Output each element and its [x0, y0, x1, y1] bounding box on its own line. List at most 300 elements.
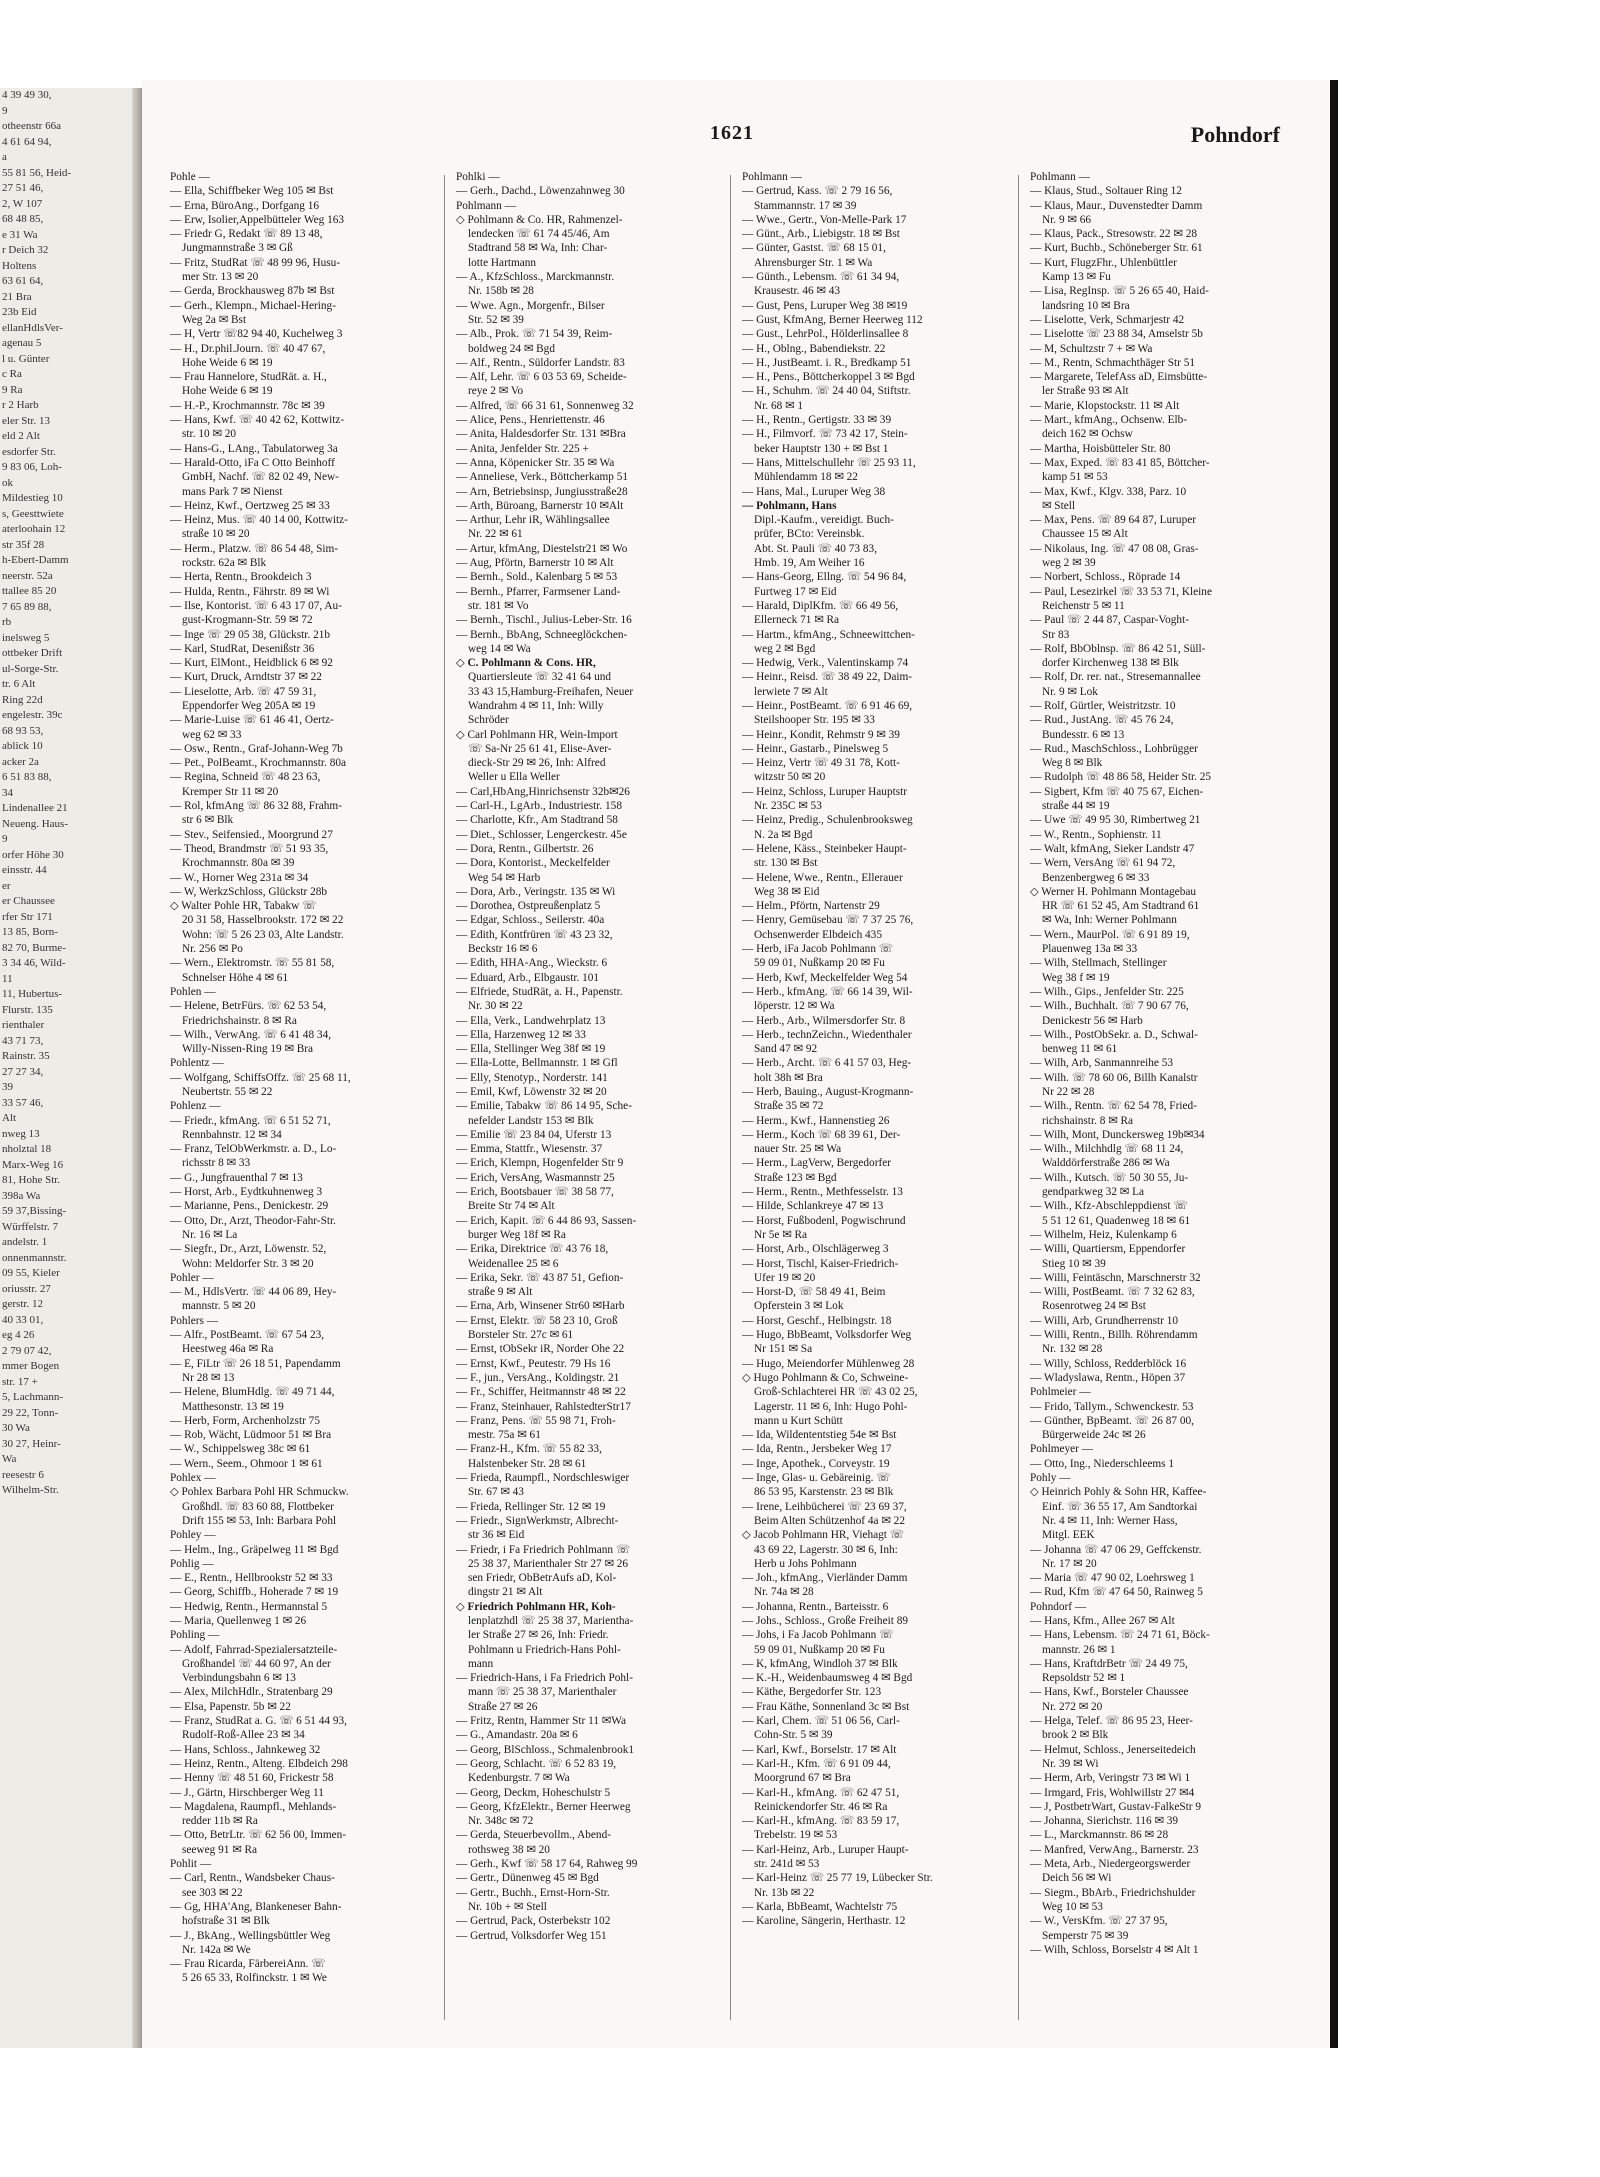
left-page-text-fragment: eg 4 26 [2, 1329, 35, 1341]
directory-entry-line: Weg 54 ✉ Harb [468, 871, 541, 884]
directory-entry-line: — Erich, VersAng, Wasmannstr 25 [456, 1171, 615, 1184]
directory-entry-line: Wohn: Meldorfer Str. 3 ✉ 20 [182, 1257, 314, 1270]
directory-entry-line: straße 10 ✉ 20 [182, 528, 250, 541]
left-page-text-fragment: 11 [2, 972, 13, 985]
left-page-text-fragment: rb [2, 616, 12, 628]
left-page-text-fragment: s, Geesttwiete [2, 507, 64, 520]
directory-entry-line: str. 241d ✉ 53 [754, 1858, 820, 1871]
directory-entry-line: — A., KfzSchloss., Marckmannstr. [456, 271, 615, 284]
left-page-text-fragment: Wa [2, 1453, 17, 1465]
directory-column-4 [1030, 170, 1298, 2030]
left-page-text-fragment: str 35f 28 [2, 538, 45, 551]
directory-entry-line: — Erich, Bootsbauer ☏ 38 58 77, [456, 1186, 614, 1199]
directory-entry-line: Nr. 132 ✉ 28 [1042, 1343, 1103, 1356]
directory-entry-line: — Wilhelm, Heiz, Kulenkamp 6 [1030, 1228, 1177, 1241]
directory-entry-line: — Johs., Schloss., Große Freiheit 89 [742, 1614, 908, 1627]
directory-entry-line: — M., Rentn, Schmachthäger Str 51 [1030, 356, 1196, 369]
directory-entry-line: — Friedr, i Fa Friedrich Pohlmann ☏ [456, 1543, 631, 1556]
directory-entry-line: — Karl-Heinz, Arb., Luruper Haupt- [742, 1843, 909, 1856]
directory-entry-line: Chaussee 15 ✉ Alt [1042, 528, 1128, 541]
left-page-text-fragment: Alt [2, 1112, 17, 1124]
directory-entry-line: — Carl,HbAng,Hinrichsenstr 32b✉26 [456, 785, 630, 798]
left-page-text-fragment: 43 71 73, [2, 1034, 44, 1047]
directory-entry-line: — Marie, Klopstockstr. 11 ✉ Alt [1030, 399, 1180, 412]
directory-entry-line: — W, WerkzSchloss, Glückstr 28b [170, 885, 328, 898]
directory-entry-line: Weg 10 ✉ 53 [1042, 1900, 1103, 1913]
directory-entry-line: — Karl, Chem. ☏ 51 06 56, Carl- [742, 1715, 900, 1728]
directory-entry-line: Groß-Schlachterei HR ☏ 43 02 25, [754, 1386, 918, 1399]
left-page-text-fragment: 68 93 53, [2, 724, 44, 737]
left-page-text-fragment: 21 Bra [2, 290, 32, 303]
left-page-text-fragment: er Chaussee [2, 895, 55, 907]
left-page-text-fragment: er [2, 879, 11, 892]
directory-entry-line: löperstr. 12 ✉ Wa [754, 1000, 835, 1013]
directory-entry-line: Drift 155 ✉ 53, Inh: Barbara Pohl [182, 1514, 337, 1527]
directory-entry-line: — Meta, Arb., Niedergeorgswerder [1030, 1858, 1191, 1871]
directory-entry-line: — Wilh., VerwAng. ☏ 6 41 48 34, [170, 1028, 332, 1041]
directory-entry-line: — H., Dr.phil.Journ. ☏ 40 47 67, [170, 342, 326, 355]
directory-entry-line: — Käthe, Bergedorfer Str. 123 [742, 1686, 882, 1699]
directory-entry-line: Nr. 17 ✉ 20 [1042, 1557, 1097, 1570]
directory-entry-line: — Franz-H., Kfm. ☏ 55 82 33, [456, 1443, 602, 1456]
directory-entry-line: — Horst, Arb., Olschlägerweg 3 [742, 1243, 889, 1256]
directory-entry-line: — Willi, PostBeamt. ☏ 7 32 62 83, [1030, 1286, 1195, 1299]
directory-entry-line: Benzenbergweg 6 ✉ 33 [1042, 871, 1150, 884]
directory-entry-line: — Helene, BetrFürs. ☏ 62 53 54, [170, 1000, 327, 1013]
surname-heading: Pohler — [170, 1271, 214, 1284]
directory-entry-line: Str. 67 ✉ 43 [468, 1486, 524, 1499]
directory-entry-line: — Artur, kfmAng, Diestelstr21 ✉ Wo [456, 542, 628, 555]
directory-entry-line: Bundesstr. 6 ✉ 13 [1042, 728, 1125, 741]
directory-entry-line: — Heinr., Gastarb., Pinelsweg 5 [742, 742, 889, 755]
directory-entry-line: Ufer 19 ✉ 20 [754, 1271, 816, 1284]
directory-entry-line: Straße 123 ✉ Bgd [754, 1171, 837, 1184]
directory-entry-line: — E., Rentn., Hellbrookstr 52 ✉ 33 [170, 1572, 333, 1585]
directory-entry-line: — Bernh., BbAng, Schneeglöckchen- [456, 628, 628, 641]
directory-entry-line: Neubertstr. 55 ✉ 22 [182, 1086, 273, 1098]
left-page-text-fragment: eld 2 Alt [2, 430, 40, 442]
directory-entry-line: Kamp 13 ✉ Fu [1042, 271, 1111, 284]
directory-entry-line: — Gertrud, Pack, Osterbekstr 102 [456, 1915, 611, 1928]
directory-entry-line: lotte Hartmann [468, 256, 537, 269]
left-page-text-fragment: 2 79 07 42, [2, 1344, 52, 1357]
directory-entry-line: Wohn: ☏ 5 26 23 03, Alte Landstr. [182, 928, 344, 941]
directory-entry-line: ◇ Carl Pohlmann HR, Wein-Import [456, 728, 618, 741]
directory-entry-line: — Gerh., Kwf ☏ 58 17 64, Rahweg 99 [456, 1858, 638, 1871]
directory-entry-line: — Heinz, Vertr ☏ 49 31 78, Kott- [742, 757, 900, 770]
directory-entry-line: gust-Krogmann-Str. 59 ✉ 72 [182, 614, 313, 627]
directory-entry-line: — Arth, Büroang, Barnerstr 10 ✉Alt [456, 499, 624, 512]
directory-entry-line: — Karl-H., Kfm. ☏ 6 91 09 44, [742, 1757, 891, 1770]
directory-entry-line: Nr. 10b + ✉ Stell [468, 1900, 547, 1913]
directory-entry-line: Rudolf-Roß-Allee 23 ✉ 34 [182, 1729, 305, 1742]
directory-entry-line: — Gust., LehrPol., Hölderlinsallee 8 [742, 328, 909, 341]
directory-entry-line: 43 69 22, Lagerstr. 30 ✉ 6, Inh: [754, 1543, 898, 1556]
directory-entry-line: nauer Str. 25 ✉ Wa [754, 1143, 842, 1156]
directory-entry-line: Moorgrund 67 ✉ Bra [754, 1772, 851, 1785]
directory-entry-line: Hohe Weide 6 ✉ 19 [182, 385, 273, 398]
directory-entry-line: — Hulda, Rentn., Fährstr. 89 ✉ Wi [170, 585, 330, 598]
directory-entry-line: — Karl, StudRat, Desenißstr 36 [170, 642, 315, 655]
directory-entry-line: — Alice, Pens., Henriettenstr. 46 [456, 414, 605, 427]
left-page-text-fragment: nweg 13 [2, 1127, 40, 1140]
left-page-text-fragment: c Ra [2, 368, 22, 380]
left-page-text-fragment: 55 81 56, Heid- [2, 166, 72, 179]
directory-entry-line: Stammannstr. 17 ✉ 39 [754, 199, 857, 212]
directory-entry-line: Nr 151 ✉ Sa [754, 1343, 813, 1356]
directory-entry-line: Nr. 9 ✉ Lok [1042, 685, 1098, 698]
left-page-text-fragment: Neueng. Haus- [2, 817, 68, 830]
directory-entry-line: — Wilh., PostObSekr. a. D., Schwal- [1030, 1028, 1198, 1041]
directory-entry-line: Schnelser Höhe 4 ✉ 61 [182, 971, 289, 984]
directory-entry-line: reye 2 ✉ Vo [468, 385, 524, 398]
directory-entry-line: — Pet., PolBeamt., Krochmannstr. 80a [170, 757, 347, 770]
directory-column-1 [170, 170, 438, 2030]
directory-entry-line: — Hans, Mal., Luruper Weg 38 [742, 485, 886, 498]
directory-entry-line: ◇ C. Pohlmann & Cons. HR, [456, 657, 596, 670]
directory-entry-line: — Emilie ☏ 23 84 04, Uferstr 13 [456, 1128, 612, 1141]
directory-entry-line: — Heinz, Predig., Schulenbrooksweg [742, 814, 913, 827]
directory-entry-line: — J, PostbetrWart, Gustav-FalkeStr 9 [1030, 1800, 1202, 1813]
directory-entry-line: — Gerda, Brockhausweg 87b ✉ Bst [170, 285, 335, 298]
directory-entry-line: — Hans, Lebensm. ☏ 24 71 61, Böck- [1030, 1629, 1210, 1642]
directory-entry-line: — Georg, Schiffb., Hoherade 7 ✉ 19 [170, 1586, 339, 1599]
surname-heading: Pohle — [170, 171, 210, 183]
directory-entry-line: prüfer, BCto: Vereinsbk. [754, 528, 865, 541]
directory-entry-line: Nr. 256 ✉ Po [182, 943, 243, 956]
directory-entry-line: lenplatzhdl ☏ 25 38 37, Marientha- [468, 1614, 634, 1627]
left-page-text-fragment: andelstr. 1 [2, 1236, 48, 1248]
left-page-text-fragment: mmer Bogen [2, 1360, 60, 1372]
directory-entry-line: — Wilh, Schloss, Borselstr 4 ✉ Alt 1 [1030, 1943, 1199, 1956]
directory-entry-line: 33 43 15,Hamburg-Freihafen, Neuer [468, 685, 634, 698]
directory-entry-line: weg 2 ✉ 39 [1042, 557, 1096, 570]
directory-entry-line: Weg 8 ✉ Blk [1042, 757, 1103, 770]
directory-entry-line: — Erich, Kapit. ☏ 6 44 86 93, Sassen- [456, 1214, 637, 1227]
directory-entry-line: — Karl-H., kfmAng. ☏ 83 59 17, [742, 1815, 900, 1828]
directory-entry-line: — Gertr., Buchh., Ernst-Horn-Str. [456, 1886, 610, 1899]
directory-entry-line: Nr. 13b ✉ 22 [754, 1886, 815, 1899]
directory-entry-line: — Horst, Tischl, Kaiser-Friedrich- [742, 1257, 899, 1270]
left-page-text-fragment: h-Ebert-Damm [2, 554, 69, 566]
directory-entry-line: — Georg, Schlacht. ☏ 6 52 83 19, [456, 1757, 617, 1770]
directory-entry-line: — Alb., Prok. ☏ 71 54 39, Reim- [456, 328, 613, 341]
directory-entry-line: — Otto, Dr., Arzt, Theodor-Fahr-Str. [170, 1214, 336, 1227]
directory-entry-line: Straße 27 ✉ 26 [468, 1700, 538, 1713]
left-page-text-fragment: 82 70, Burme- [2, 941, 66, 954]
directory-entry-line: Nr. 22 ✉ 61 [468, 528, 523, 541]
directory-entry-line: — Dora, Arb., Veringstr. 135 ✉ Wi [456, 885, 616, 898]
directory-entry-line: — Ella, Stellinger Weg 38f ✉ 19 [456, 1043, 606, 1056]
left-page-text-fragment: tr. 6 Alt [2, 678, 36, 690]
directory-entry-line: dingstr 21 ✉ Alt [468, 1586, 543, 1599]
directory-entry-line: boldweg 24 ✉ Bgd [468, 342, 555, 355]
directory-entry-line: — Kurt, ElMont., Heidblick 6 ✉ 92 [170, 657, 333, 670]
directory-entry-line: Hohe Weide 6 ✉ 19 [182, 356, 273, 369]
left-page-text-fragment: r Deich 32 [2, 244, 49, 256]
directory-entry-line: — Klaus, Stud., Soltauer Ring 12 [1030, 185, 1182, 198]
page-header [142, 122, 1330, 156]
directory-entry-line: — Osw., Rentn., Graf-Johann-Weg 7b [170, 742, 343, 755]
left-page-text-fragment: Marx-Weg 16 [2, 1158, 64, 1171]
directory-entry-line: str 6 ✉ Blk [182, 814, 234, 827]
directory-entry-line: — Bernh., Tischl., Julius-Leber-Str. 16 [456, 614, 632, 627]
directory-entry-line: — Herm., LagVerw, Bergedorfer [742, 1157, 891, 1170]
left-page-text-fragment: 4 39 49 30, [2, 89, 52, 101]
directory-entry-line: — Horst, Arb., Eydtkuhnenweg 3 [170, 1186, 323, 1199]
directory-entry-line: lerwiete 7 ✉ Alt [754, 685, 828, 698]
left-page-text-fragment: 30 27, Heinr- [2, 1437, 61, 1450]
directory-entry-line: mannstr. 5 ✉ 20 [182, 1300, 256, 1313]
surname-heading: Pohling — [170, 1629, 220, 1642]
page-edge [1330, 80, 1338, 2048]
directory-entry-line: — Kurt, Druck, Arndtstr 37 ✉ 22 [170, 671, 322, 684]
directory-entry-line: Heestweg 46a ✉ Ra [182, 1343, 274, 1356]
left-page-text-fragment: 4 61 64 94, [2, 135, 52, 148]
column-rule [1018, 175, 1019, 2020]
left-page-text-fragment: agenau 5 [2, 337, 42, 349]
directory-entry-line: Nr. 68 ✉ 1 [754, 399, 804, 412]
directory-entry-line: — Elsa, Papenstr. 5b ✉ 22 [170, 1700, 291, 1713]
directory-entry-line: — Theod, Brandmstr ☏ 51 93 35, [170, 842, 329, 855]
directory-entry-line: — M, Schultzstr 7 + ✉ Wa [1030, 342, 1153, 355]
left-page-text-fragment: ok [2, 476, 13, 489]
directory-entry-line: benweg 11 ✉ 61 [1042, 1043, 1118, 1056]
directory-entry-line: — Ernst, Kwf., Peutestr. 79 Hs 16 [456, 1357, 611, 1370]
directory-entry-line: — Hans, KraftdrBetr ☏ 24 49 75, [1030, 1657, 1188, 1670]
directory-entry-line: — Hans-Georg, Ellng. ☏ 54 96 84, [742, 571, 907, 584]
directory-entry-line: Kedenburgstr. 7 ✉ Wa [468, 1772, 570, 1785]
directory-entry-line: Nr. 74a ✉ 28 [754, 1586, 814, 1599]
directory-entry-line: — Heinz, Rentn., Alteng. Elbdeich 298 [170, 1757, 348, 1770]
directory-entry-line: — Heinz, Mus. ☏ 40 14 00, Kottwitz- [170, 514, 348, 527]
directory-entry-line: mer Str. 13 ✉ 20 [182, 271, 259, 284]
left-page-text-fragment: 33 57 46, [2, 1096, 44, 1109]
directory-entry-line: — Gust, Pens, Luruper Weg 38 ✉19 [742, 299, 908, 312]
directory-entry-line: — Frau Ricarda, FärbereiAnn. ☏ [170, 1958, 326, 1971]
directory-entry-line: rockstr. 62a ✉ Blk [182, 557, 267, 570]
left-page-text-fragment: Lindenallee 21 [2, 802, 68, 814]
directory-entry-line: — Edgar, Schloss., Seilerstr. 40a [456, 914, 605, 927]
directory-entry-line: Reichenstr 5 ✉ 11 [1042, 599, 1125, 612]
directory-entry-line: — Willi, Quartiersm, Eppendorfer [1030, 1243, 1186, 1256]
directory-entry-line: — Erich, Klempn, Hogenfelder Str 9 [456, 1157, 624, 1170]
directory-entry-line: Reinickendorfer Str. 46 ✉ Ra [754, 1800, 888, 1813]
directory-entry-line: — Klaus, Maur., Duvenstedter Damm [1030, 199, 1203, 212]
directory-entry-line: — Arthur, Lehr iR, Wählingsallee [456, 514, 610, 527]
left-page-text-fragment: 2, W 107 [2, 197, 43, 210]
directory-entry-line: — Karl-Heinz ☏ 25 77 19, Lübecker Str. [742, 1872, 933, 1885]
directory-entry-line: — Lieselotte, Arb. ☏ 47 59 31, [170, 685, 317, 698]
directory-entry-line: nefelder Landstr 153 ✉ Blk [468, 1114, 594, 1127]
directory-entry-line: — Hedwig, Rentn., Hermannstal 5 [170, 1600, 328, 1613]
directory-entry-line: — Herm., Rentn., Methfesselstr. 13 [742, 1186, 903, 1199]
directory-entry-line: straße 9 ✉ Alt [468, 1286, 533, 1299]
directory-entry-line: — Friedr G, Redakt ☏ 89 13 48, [170, 228, 323, 241]
directory-entry-line: — Willi, Rentn., Billh. Röhrendamm [1030, 1329, 1198, 1342]
directory-entry-line: — Hans, Mittelschullehr ☏ 25 93 11, [742, 456, 916, 469]
directory-entry-line: — Johanna, Rentn., Barteisstr. 6 [742, 1600, 889, 1613]
surname-heading: Pohlki — [456, 171, 500, 183]
directory-entry-line: — Ella-Lotte, Bellmannstr. 1 ✉ Gfl [456, 1057, 618, 1070]
left-page-text-fragment: esdorfer Str. [2, 445, 56, 458]
left-page-text-fragment: inelsweg 5 [2, 631, 50, 644]
directory-column-2 [456, 170, 724, 2030]
left-page-text-fragment: 09 55, Kieler [2, 1267, 60, 1279]
directory-entry-line: — Sigbert, Kfm ☏ 40 75 67, Eichen- [1030, 785, 1204, 798]
directory-entry-line: — J., BkAng., Wellingsbüttler Weg [170, 1929, 331, 1942]
directory-entry-line: Breite Str 74 ✉ Alt [468, 1200, 555, 1213]
directory-entry-line: GmbH, Nachf. ☏ 82 02 49, New- [182, 471, 339, 484]
directory-entry-line: — Max, Kwf., Klgv. 338, Parz. 10 [1030, 485, 1187, 498]
directory-entry-line: str. 10 ✉ 20 [182, 428, 237, 441]
surname-heading: Pohlex — [170, 1472, 216, 1485]
left-page-text-fragment: 27 51 46, [2, 182, 44, 194]
left-page-text-fragment: nholztal 18 [2, 1143, 52, 1155]
directory-entry-line: — Elfriede, StudRät, a. H., Papenstr. [456, 985, 623, 998]
left-page-text-fragment: neerstr. 52a [2, 569, 53, 582]
directory-entry-line: — Rolf, BbOblnsp. ☏ 86 42 51, Süll- [1030, 642, 1206, 655]
directory-entry-line: Weg 2a ✉ Bst [182, 313, 247, 326]
directory-entry-line: — Henny ☏ 48 51 60, Frickestr 58 [170, 1772, 334, 1785]
directory-entry-line: brook 2 ✉ Blk [1042, 1729, 1109, 1742]
left-page-text-fragment: 34 [2, 786, 13, 799]
directory-entry-line: redder 11b ✉ Ra [182, 1815, 258, 1828]
directory-entry-line: — Herm., Koch ☏ 68 39 61, Der- [742, 1128, 901, 1141]
left-page-text-fragment: 9 [2, 104, 8, 117]
directory-entry-line: — Wilh., Gips., Jenfelder Str. 225 [1030, 985, 1184, 998]
directory-entry-line: Borsteler Str. 27c ✉ 61 [468, 1329, 574, 1342]
directory-entry-line: — Ilse, Kontorist. ☏ 6 43 17 07, Au- [170, 599, 342, 612]
directory-entry-line: — W., VersKfm. ☏ 27 37 95, [1030, 1915, 1168, 1928]
left-page-text-fragment: ttallee 85 20 [2, 585, 57, 597]
directory-entry-line: Rosenrotweg 24 ✉ Bst [1042, 1300, 1146, 1313]
directory-entry-line: Denickestr 56 ✉ Harb [1042, 1014, 1143, 1027]
directory-entry-line: — Maria, Quellenweg 1 ✉ 26 [170, 1614, 307, 1627]
surname-heading: Pohndorf — [1030, 1600, 1087, 1613]
directory-entry-line: — Uwe ☏ 49 95 30, Rimbertweg 21 [1030, 814, 1201, 827]
directory-entry-line: — Herm., Kwf., Hannenstieg 26 [742, 1114, 890, 1127]
directory-entry-line: — Emma, Stattfr., Wiesenstr. 37 [456, 1143, 603, 1156]
directory-entry-line: — Pohlmann, Hans [742, 499, 837, 512]
left-page-text-fragment: 6 51 83 88, [2, 771, 52, 783]
surname-heading: Pohlit — [170, 1858, 212, 1871]
directory-entry-line: N. 2a ✉ Bgd [754, 828, 813, 841]
directory-entry-line: Verbindungsbahn 6 ✉ 13 [182, 1672, 296, 1685]
directory-entry-line: Beim Alten Schützenhof 4a ✉ 22 [754, 1514, 905, 1527]
directory-entry-line: — Herb., Arb., Wilmersdorfer Str. 8 [742, 1014, 906, 1027]
directory-entry-line: Nr. 16 ✉ La [182, 1228, 238, 1241]
directory-entry-line: — Helene, Wwe., Rentn., Ellerauer [742, 871, 903, 884]
directory-entry-line: — Paul ☏ 2 44 87, Caspar-Voght- [1030, 614, 1189, 627]
surname-heading: Pohlers — [170, 1314, 219, 1327]
left-page-text-fragment: Holtens [2, 259, 37, 272]
left-page-text-fragment: 11, Hubertus- [2, 988, 63, 1000]
directory-entry-line: — Erika, Direktrice ☏ 43 76 18, [456, 1243, 609, 1256]
directory-entry-line: Abt. St. Pauli ☏ 40 73 83, [754, 542, 878, 555]
left-page-text-fragment: Würffelstr. 7 [2, 1220, 59, 1233]
left-page-text-fragment: 29 22, Tonn- [2, 1406, 59, 1419]
directory-entry-line: Nr. 39 ✉ Wi [1042, 1757, 1099, 1770]
directory-entry-line: — M., HdlsVertr. ☏ 44 06 89, Hey- [170, 1286, 337, 1299]
directory-entry-line: — Günt., Arb., Liebigstr. 18 ✉ Bst [742, 228, 900, 241]
directory-entry-line: Repsoldstr 52 ✉ 1 [1042, 1672, 1126, 1685]
directory-entry-line: — K, kfmAng, Windloh 37 ✉ Blk [742, 1657, 898, 1670]
directory-entry-line: — Otto, Ing., Niederschleems 1 [1030, 1457, 1175, 1470]
left-page-text-fragment: Ring 22d [2, 693, 43, 706]
directory-entry-line: — Franz, Pens. ☏ 55 98 71, Froh- [456, 1414, 616, 1427]
directory-entry-line: — Emilie, Tabakw ☏ 86 14 95, Sche- [456, 1100, 632, 1113]
directory-entry-line: — Gerh., Dachd., Löwenzahnweg 30 [456, 185, 625, 198]
directory-entry-line: Wandrahm 4 ✉ 11, Inh: Willy [468, 699, 604, 712]
directory-entry-line: deich 162 ✉ Ochsw [1042, 428, 1133, 441]
directory-entry-line: — Helm., Ing., Gräpelweg 11 ✉ Bgd [170, 1543, 339, 1556]
left-page-text-fragment: 23b Eid [2, 306, 37, 318]
directory-entry-line: ◇ Walter Pohle HR, Tabakw ☏ [170, 900, 317, 913]
directory-entry-line: mann ☏ 25 38 37, Marienthaler [468, 1686, 617, 1699]
directory-entry-line: — Wilh, Arb, Sanmannreihe 53 [1030, 1057, 1174, 1070]
directory-entry-line: — Wern., Seem., Ohmoor 1 ✉ 61 [170, 1457, 323, 1470]
directory-entry-line: — Wladyslawa, Rentn., Höpen 37 [1030, 1371, 1186, 1384]
directory-entry-line: — Hans, Kfm., Allee 267 ✉ Alt [1030, 1614, 1175, 1627]
surname-heading: Pohley — [170, 1529, 216, 1542]
left-page-text-fragment: str. 17 + [2, 1375, 38, 1388]
directory-entry-line: Bürgerweide 24c ✉ 26 [1042, 1429, 1146, 1442]
directory-entry-line: — Franz, StudRat a. G. ☏ 6 51 44 93, [170, 1715, 347, 1728]
left-page-text-fragment: 59 37,Bissing- [2, 1205, 67, 1217]
directory-entry-line: — Wilh., Milchhdlg ☏ 68 11 24, [1030, 1143, 1184, 1156]
directory-entry-line: — Heinz, Kwf., Oertzweg 25 ✉ 33 [170, 499, 330, 512]
directory-page [142, 80, 1330, 2048]
directory-entry-line: — Alfr., PostBeamt. ☏ 67 54 23, [170, 1329, 325, 1342]
left-page-text-fragment: engelestr. 39c [2, 709, 63, 721]
directory-entry-line: — Gg, HHA'Ang, Blankeneser Bahn- [170, 1900, 342, 1913]
directory-entry-line: — Diet., Schlosser, Lengerckestr. 45e [456, 828, 627, 841]
directory-entry-line: — Rolf, Gürtler, Weistritzstr. 10 [1030, 699, 1176, 712]
directory-entry-line: — Rud, Kfm ☏ 47 64 50, Rainweg 5 [1030, 1586, 1203, 1599]
directory-entry-line: — Hans, Kwf., Borsteler Chaussee [1030, 1686, 1189, 1699]
directory-entry-line: Nr. 348c ✉ 72 [468, 1815, 534, 1828]
directory-entry-line: — L., Marckmannstr. 86 ✉ 28 [1030, 1829, 1169, 1842]
directory-entry-line: — Emil, Kwf, Löwenstr 32 ✉ 20 [456, 1086, 607, 1098]
directory-entry-line: — Gerh., Klempn., Michael-Hering- [170, 299, 336, 312]
directory-entry-line: Nr. 30 ✉ 22 [468, 1000, 523, 1013]
directory-entry-line: — Harald-Otto, iFa C Otto Beinhoff [170, 456, 335, 469]
directory-entry-line: — Herm., Platzw. ☏ 86 54 48, Sim- [170, 542, 339, 555]
directory-entry-line: — Max, Exped. ☏ 83 41 85, Böttcher- [1030, 456, 1210, 469]
directory-entry-line: — Herm, Arb, Veringstr 73 ✉ Wi 1 [1030, 1772, 1191, 1785]
left-page-text-fragment: rfer Str 171 [2, 910, 53, 923]
directory-entry-line: — Friedr., SignWerkmstr, Albrecht- [456, 1514, 619, 1527]
directory-entry-line: — H., Pens., Böttcherkoppel 3 ✉ Bgd [742, 371, 915, 384]
directory-entry-line: Quartiersleute ☏ 32 41 64 und [468, 671, 612, 684]
directory-entry-line: — Wilh., Kfz-Abschleppdienst ☏ [1030, 1200, 1188, 1213]
directory-entry-line: — Hedwig, Verk., Valentinskamp 74 [742, 657, 909, 670]
directory-entry-line: straße 44 ✉ 19 [1042, 800, 1110, 813]
directory-entry-line: kamp 51 ✉ 53 [1042, 471, 1108, 484]
directory-entry-line: Opferstein 3 ✉ Lok [754, 1300, 844, 1313]
directory-entry-line: ◇ Jacob Pohlmann HR, Viehagt ☏ [742, 1529, 904, 1542]
directory-entry-line: ler Straße 27 ✉ 26, Inh: Friedr. [468, 1629, 609, 1642]
left-page-text-fragment: orfer Höhe 30 [2, 848, 64, 861]
directory-entry-line: — Gertr., Dünenweg 45 ✉ Bgd [456, 1872, 599, 1885]
left-page-text-fragment: 81, Hohe Str. [2, 1174, 61, 1186]
directory-entry-line: 59 09 01, Nußkamp 20 ✉ Fu [754, 957, 885, 970]
directory-entry-line: — Aug, Pförtn, Barnerstr 10 ✉ Alt [456, 557, 614, 570]
directory-entry-line: — Edith, HHA-Ang., Wieckstr. 6 [456, 957, 608, 970]
directory-entry-line: ◇ Pohlmann & Co. HR, Rahmenzel- [456, 213, 623, 226]
directory-entry-line: — Herta, Rentn., Brookdeich 3 [170, 571, 312, 584]
